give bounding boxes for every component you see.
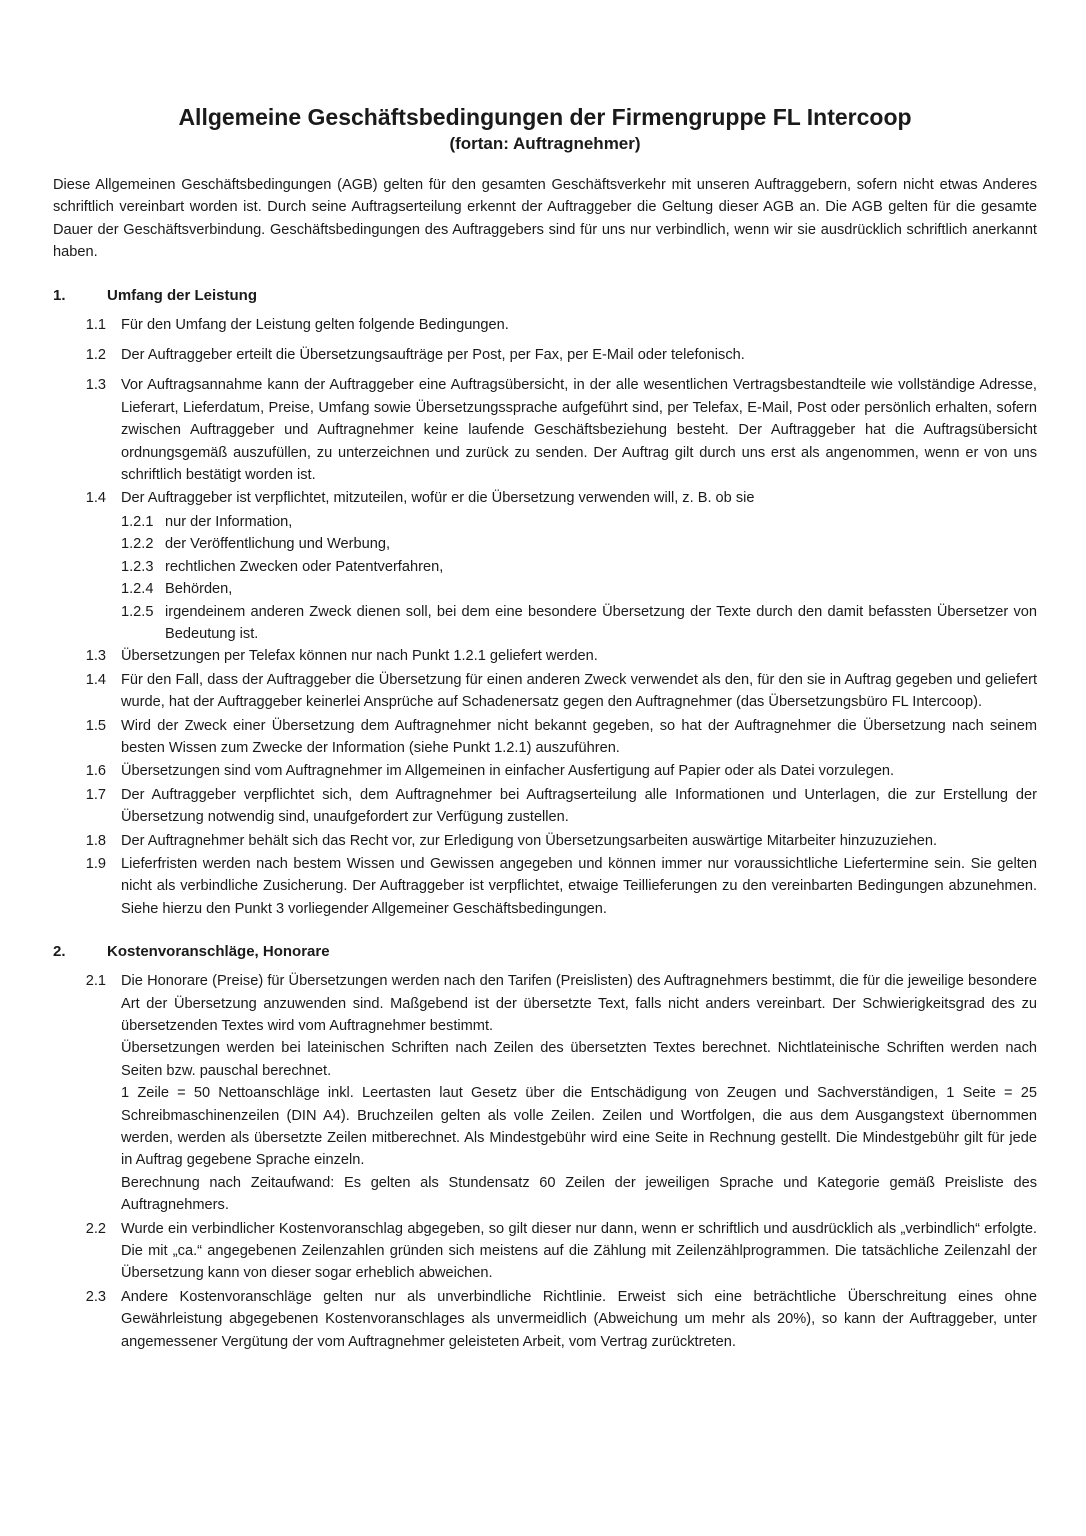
subclause-text: irgendeinem anderen Zweck dienen soll, bei dem eine besondere Übersetzung der Texte durch den damit befassten Übersetzer von Bedeutung ist. [165, 603, 1037, 642]
clause-text: Der Auftraggeber verpflichtet sich, dem Auftragnehmer bei Auftragserteilung alle Informationen und Unterlagen, die zur Erstellung der Übersetzung notwendig sind, unaufgefordert zur Verfügung zustellen. [121, 786, 1037, 826]
subclause-text: rechtlichen Zwecken oder Patentverfahren, [165, 558, 444, 575]
clause-2-2 [53, 1218, 1037, 1285]
clause-paragraph: 1 Zeile = 50 Nettoanschläge inkl. Leertasten laut Gesetz über die Entschädigung von Zeugen und Sachverständigen, 1 Seite = 25 Schreibmaschinenzeilen (DIN A4). Bruchzeilen gelten als volle Zeilen. Zeilen und Wortfolgen, die aus dem Ausgangstext übernommen werden, werden als übersetzte Zeilen mitberechnet. Als Mindestgebühr wird eine Seite in Rechnung gestellt. Die Mindestgebühr gilt für jede in Auftrag gegebene Sprache einzeln. [121, 1085, 1037, 1169]
document-page [53, 102, 1037, 1354]
subclause-1-2-3 [121, 556, 1037, 578]
clause-number: 1.3 [85, 648, 106, 665]
document-title: Allgemeine Geschäftsbedingungen der Firmengruppe FL Intercoop [178, 104, 912, 130]
clause-number: 1.7 [85, 786, 106, 803]
section-title: Kostenvoranschläge, Honorare [107, 943, 330, 961]
subclause-1-2-5 [121, 601, 1037, 646]
clause-1-3b [53, 645, 1037, 667]
subclause-1-2-2 [121, 533, 1037, 555]
intro-paragraph: Diese Allgemeinen Geschäftsbedingungen (AGB) gelten für den gesamten Geschäftsverkehr mit unseren Auftraggebern, sofern nicht etwas Anderes schriftlich vereinbart worden ist. Durch seine Auftragserteilung erkennt der Auftraggeber die Geltung dieser AGB an. Die AGB gelten für die gesamte Dauer der Geschäftsverbindung. Geschäftsbedingungen des Auftraggebers sind für uns nur verbindlich, wenn wir sie ausdrücklich schriftlich anerkannt haben. [53, 177, 1037, 261]
clause-text: Für den Umfang der Leistung gelten folgende Bedingungen. [121, 316, 509, 333]
clause-text: Für den Fall, dass der Auftraggeber die Übersetzung für einen anderen Zweck verwendet als den, für den sie in Auftrag gegeben und geliefert wurde, hat der Auftraggeber keinerlei Ansprüche auf Schadenersatz gegen den Auftragnehmer (das Übersetzungsbüro FL Intercoop). [121, 671, 1037, 711]
section-1-heading [53, 285, 1037, 307]
clause-paragraph: Berechnung nach Zeitaufwand: Es gelten als Stundensatz 60 Zeilen der jeweiligen Sprache und Kategorie gemäß Preisliste des Auftragnehmers. [121, 1174, 1037, 1214]
clause-number: 1.1 [85, 316, 106, 333]
clause-number: 2.2 [85, 1220, 106, 1237]
document-subtitle: (fortan: Auftragnehmer) [449, 134, 641, 153]
clause-1-2 [53, 344, 1037, 366]
subclause-1-2-1 [121, 511, 1037, 533]
section-number: 1. [53, 286, 66, 304]
clause-1-4 [53, 487, 1037, 509]
subclause-number: 1.2.5 [121, 603, 154, 620]
clause-number: 1.5 [85, 717, 106, 734]
subclause-number: 1.2.3 [121, 558, 154, 575]
clause-2-1 [53, 970, 1037, 1216]
section-2-heading [53, 941, 1037, 963]
clause-paragraph: Die Honorare (Preise) für Übersetzungen werden nach den Tarifen (Preislisten) des Auftragnehmers bestimmt, die für die jeweilige besondere Art der Übersetzung anzuwenden sind. Maßgebend ist der übersetzte Text, falls nicht anders vereinbart. Der Schwierigkeitsgrad des zu übersetzenden Textes wird vom Auftragnehmer bestimmt. [121, 973, 1037, 1034]
clause-1-3 [53, 374, 1037, 486]
clause-text: Der Auftraggeber ist verpflichtet, mitzuteilen, wofür er die Übersetzung verwenden will, z. B. ob sie [121, 490, 755, 507]
clause-paragraph: Übersetzungen werden bei lateinischen Schriften nach Zeilen des übersetzten Textes berechnet. Nichtlateinische Schriften werden nach Seiten bzw. pauschal berechnet. [121, 1040, 1037, 1079]
clause-1-1 [53, 314, 1037, 336]
clause-number: 1.2 [85, 347, 106, 364]
clause-1-4b [53, 669, 1037, 714]
subclause-number: 1.2.2 [121, 536, 154, 553]
subclause-number: 1.2.1 [121, 513, 154, 530]
clause-1-6 [53, 760, 1037, 782]
subclause-text: Behörden, [165, 581, 233, 598]
clause-number: 2.1 [85, 973, 106, 990]
clause-number: 1.4 [85, 490, 106, 507]
subclause-list [68, 511, 1037, 645]
clause-number: 2.3 [85, 1288, 106, 1305]
clause-number: 1.3 [85, 377, 106, 394]
clause-number: 1.4 [85, 671, 106, 688]
clause-number: 1.9 [85, 855, 106, 872]
clause-text: Wird der Zweck einer Übersetzung dem Auftragnehmer nicht bekannt gegeben, so hat der Auftragnehmer die Übersetzung nach seinem besten Wissen zum Zwecke der Information (siehe Punkt 1.2.1) auszuführen. [121, 717, 1037, 756]
clause-1-7 [53, 784, 1037, 829]
clause-1-5 [53, 715, 1037, 760]
subclause-1-2-4 [121, 578, 1037, 600]
clause-1-9 [53, 853, 1037, 920]
clause-2-3 [53, 1286, 1037, 1353]
clause-text: Der Auftragnehmer behält sich das Recht vor, zur Erledigung von Übersetzungsarbeiten auswärtige Mitarbeiter hinzuzuziehen. [121, 832, 938, 849]
clause-text: Vor Auftragsannahme kann der Auftraggeber eine Auftragsübersicht, in der alle wesentlichen Vertragsbestandteile wie vollständige Adresse, Lieferart, Lieferdatum, Preise, Umfang sowie Übersetzungssprache aufgeführt sind, per Telefax, E-Mail, Post oder persönlich erhalten, sofern zwischen Auftraggeber und Auftragnehmer keine laufende Geschäftsbeziehung besteht. Der Auftraggeber hat die Auftragsübersicht ordnungsgemäß auszufüllen, zu unterzeichnen und zurück zu senden. Der Auftrag gilt durch uns erst als angenommen, wenn er von uns schriftlich bestätigt worden ist. [121, 377, 1037, 484]
clause-number: 1.8 [85, 832, 106, 849]
clause-body [106, 970, 1037, 1216]
subclause-text: nur der Information, [165, 513, 293, 530]
clause-text: Der Auftraggeber erteilt die Übersetzungsaufträge per Post, per Fax, per E-Mail oder telefonisch. [121, 347, 745, 364]
clause-number: 1.6 [85, 763, 106, 780]
clause-text: Wurde ein verbindlicher Kostenvoranschlag abgegeben, so gilt dieser nur dann, wenn er schriftlich und ausdrücklich als „verbindlich“ erfolgte. Die mit „ca.“ angegebenen Zeilenzahlen gründen sich meistens auf die Zählung mit Zeilenzählprogrammen. Die tatsächliche Zeilenzahl der Übersetzung kann von dieser sogar erheblich abweichen. [121, 1220, 1037, 1282]
section-number: 2. [53, 943, 66, 961]
clause-text: Andere Kostenvoranschläge gelten nur als unverbindliche Richtlinie. Erweist sich eine beträchtliche Überschreitung eines ohne Gewährleistung abgegebenen Kostenvoranschlages als unvermeidlich (Abweichung um mehr als 20%), so kann der Auftraggeber, unter angemessener Vergütung der vom Auftragnehmer geleisteten Arbeit, vom Vertrag zurücktreten. [121, 1288, 1037, 1350]
clause-text: Übersetzungen sind vom Auftragnehmer im Allgemeinen in einfacher Ausfertigung auf Papier oder als Datei vorzulegen. [121, 763, 895, 780]
clause-1-8 [53, 830, 1037, 852]
subclause-text: der Veröffentlichung und Werbung, [165, 536, 391, 553]
section-title: Umfang der Leistung [107, 286, 258, 304]
clause-text: Lieferfristen werden nach bestem Wissen und Gewissen angegeben und können immer nur voraussichtliche Liefertermine sein. Sie gelten nicht als verbindliche Zusicherung. Der Auftraggeber ist verpflichtet, etwaige Teillieferungen zu den vereinbarten Bedingungen abzunehmen. Siehe hierzu den Punkt 3 vorliegender Allgemeiner Geschäftsbedingungen. [121, 855, 1037, 917]
clause-text: Übersetzungen per Telefax können nur nach Punkt 1.2.1 geliefert werden. [121, 648, 598, 665]
subclause-number: 1.2.4 [121, 581, 154, 598]
